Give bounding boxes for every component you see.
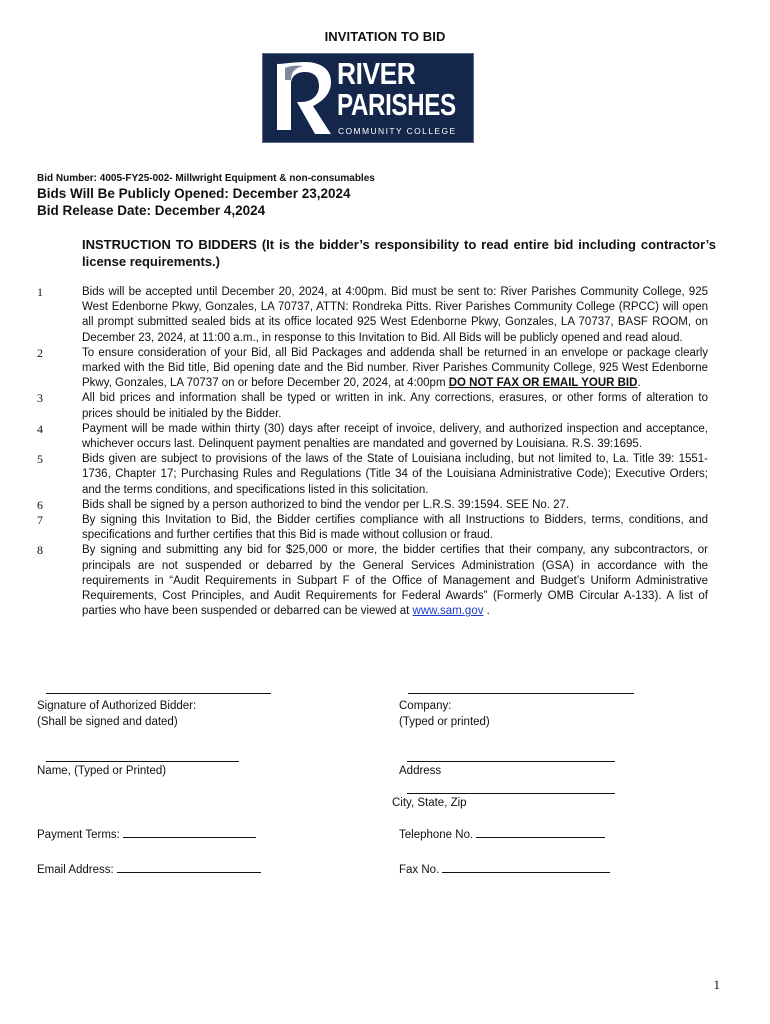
college-logo [262, 53, 474, 143]
fax-label: Fax No. [399, 864, 440, 876]
list-item [37, 422, 708, 452]
page-number: 1 [713, 977, 720, 992]
logo-river-text: RIVER [337, 56, 416, 91]
payment-terms-line[interactable] [123, 826, 256, 838]
item-number: 5 [37, 452, 43, 467]
no-fax-warning: DO NOT FAX OR EMAIL YOUR BID [448, 377, 638, 390]
item-text: All bid prices and information shall be typed or written in ink. Any corrections, erasures, or other forms of alteration to prices should be initialed by the Bidder. [82, 392, 708, 420]
address-line[interactable] [407, 761, 615, 762]
item-text: Bids shall be signed by a person authorized to bind the vendor per L.R.S. 39:1594. SEE No. 27. [82, 498, 570, 511]
item-text: Payment will be made within thirty (30) days after receipt of invoice, delivery, and authorized inspection and acceptance, whichever occurs last. Delinquent payment penalties are mandated and governed by Louisiana. R.S. 39:1695. [82, 422, 708, 451]
item-number: 2 [37, 345, 43, 360]
fax-field [399, 861, 610, 878]
item-text-wrapper [82, 543, 708, 619]
telephone-line[interactable] [476, 826, 605, 838]
item-number: 3 [37, 391, 43, 406]
item-text: Bids will be accepted until December 20, 2024, at 4:00pm. Bid must be sent to: River Parishes Community College, 925 West Edenborne Pkwy, Gonzales, LA 70737, ATTN: Rondreka Pitts. River Parishes Community College (RPCC) will open all prompt submitted sealed bids at its office located 925 West Edenborne Pkwy, Gonzales, LA 70737, BASF ROOM, on December 23, 2024, at 11:00 a.m., in response to this Invitation to Bid. All Bids will be publicly opened and read aloud. [82, 286, 708, 344]
bid-opening-date: Bids Will Be Publicly Opened: December 23,2024 [37, 186, 351, 201]
list-item [37, 543, 708, 619]
city-state-zip-line[interactable] [407, 793, 615, 794]
list-item [37, 452, 708, 498]
item-tail: . [637, 377, 641, 390]
name-line[interactable] [46, 761, 239, 762]
list-item [37, 285, 708, 346]
telephone-label: Telephone No. [399, 829, 474, 841]
item-tail: . [483, 605, 490, 618]
signature-label: Signature of Authorized Bidder: [37, 700, 197, 712]
email-field [37, 861, 261, 878]
item-number: 8 [37, 543, 43, 558]
list-item [37, 391, 708, 421]
email-line[interactable] [117, 861, 261, 873]
email-label: Email Address: [37, 864, 114, 876]
city-state-zip-label: City, State, Zip [392, 797, 467, 809]
logo-parishes-text: PARISHES [337, 87, 456, 122]
list-item [37, 498, 708, 513]
item-number: 7 [37, 513, 43, 528]
company-label: Company: [399, 700, 452, 712]
item-number: 4 [37, 421, 43, 436]
item-text: By signing this Invitation to Bid, the Bidder certifies compliance with all Instructions to Bidders, terms, conditions, and specifications and further certifies that this Bid is made without collusion or fraud. [82, 514, 708, 542]
name-label: Name, (Typed or Printed) [37, 765, 167, 777]
item-text: By signing and submitting any bid for $25,000 or more, the bidder certifies that their company, any subcontractors, or principals are not suspended or debarred by the General Services Administration (GSA) in accordance with the requirements in “Audit Requirements in Subpart F of the Office of Management and Budget’s Uniform Administrative Requirements, Cost Principles, and Audit Requirements for Federal Awards” (Formerly OMB Circular A-133). A list of parties who have been suspended or debarred can be viewed at [82, 544, 708, 618]
item-text-wrapper [82, 346, 708, 392]
instructions-list [37, 285, 708, 619]
telephone-field [399, 826, 605, 843]
payment-terms-label: Payment Terms: [37, 829, 120, 841]
item-number: 6 [37, 497, 43, 512]
signature-note: (Shall be signed and dated) [37, 716, 178, 728]
payment-terms-field [37, 826, 256, 843]
company-line[interactable] [408, 693, 634, 694]
signature-line[interactable] [46, 693, 271, 694]
item-text: To ensure consideration of your Bid, all Bid Packages and addenda shall be returned in an envelope or package clearly marked with the Bid title, Bid opening date and the Bid number. River Parishes Community College, 925 West Edenborne Pkwy, Gonzales, LA 70737 on or before December 20, 2024, at 4:00pm [82, 346, 708, 390]
bid-number: Bid Number: 4005-FY25-002- Millwright Equipment & non-consumables [37, 173, 375, 184]
fax-line[interactable] [442, 861, 610, 873]
item-number: 1 [37, 285, 43, 299]
address-label: Address [399, 765, 442, 777]
page-title: INVITATION TO BID [324, 29, 446, 44]
instructions-heading: INSTRUCTION TO BIDDERS (It is the bidder’s responsibility to read entire bid including contractor’s license requirements.) [82, 237, 716, 269]
list-item [37, 346, 708, 392]
company-note: (Typed or printed) [399, 716, 490, 728]
item-text: Bids given are subject to provisions of the laws of the State of Louisiana including, but not limited to, La. Title 39: 1551-1736, Chapter 17; Purchasing Rules and Regulations (Title 34 of the Louisiana Administrative Code); Executive Orders; and the terms conditions, and specifications listed in this solicitation. [82, 453, 708, 496]
list-item [37, 513, 708, 543]
sam-gov-link[interactable]: www.sam.gov [412, 605, 484, 618]
logo-community-college-text: COMMUNITY COLLEGE [338, 126, 457, 136]
bid-release-date: Bid Release Date: December 4,2024 [37, 203, 266, 218]
